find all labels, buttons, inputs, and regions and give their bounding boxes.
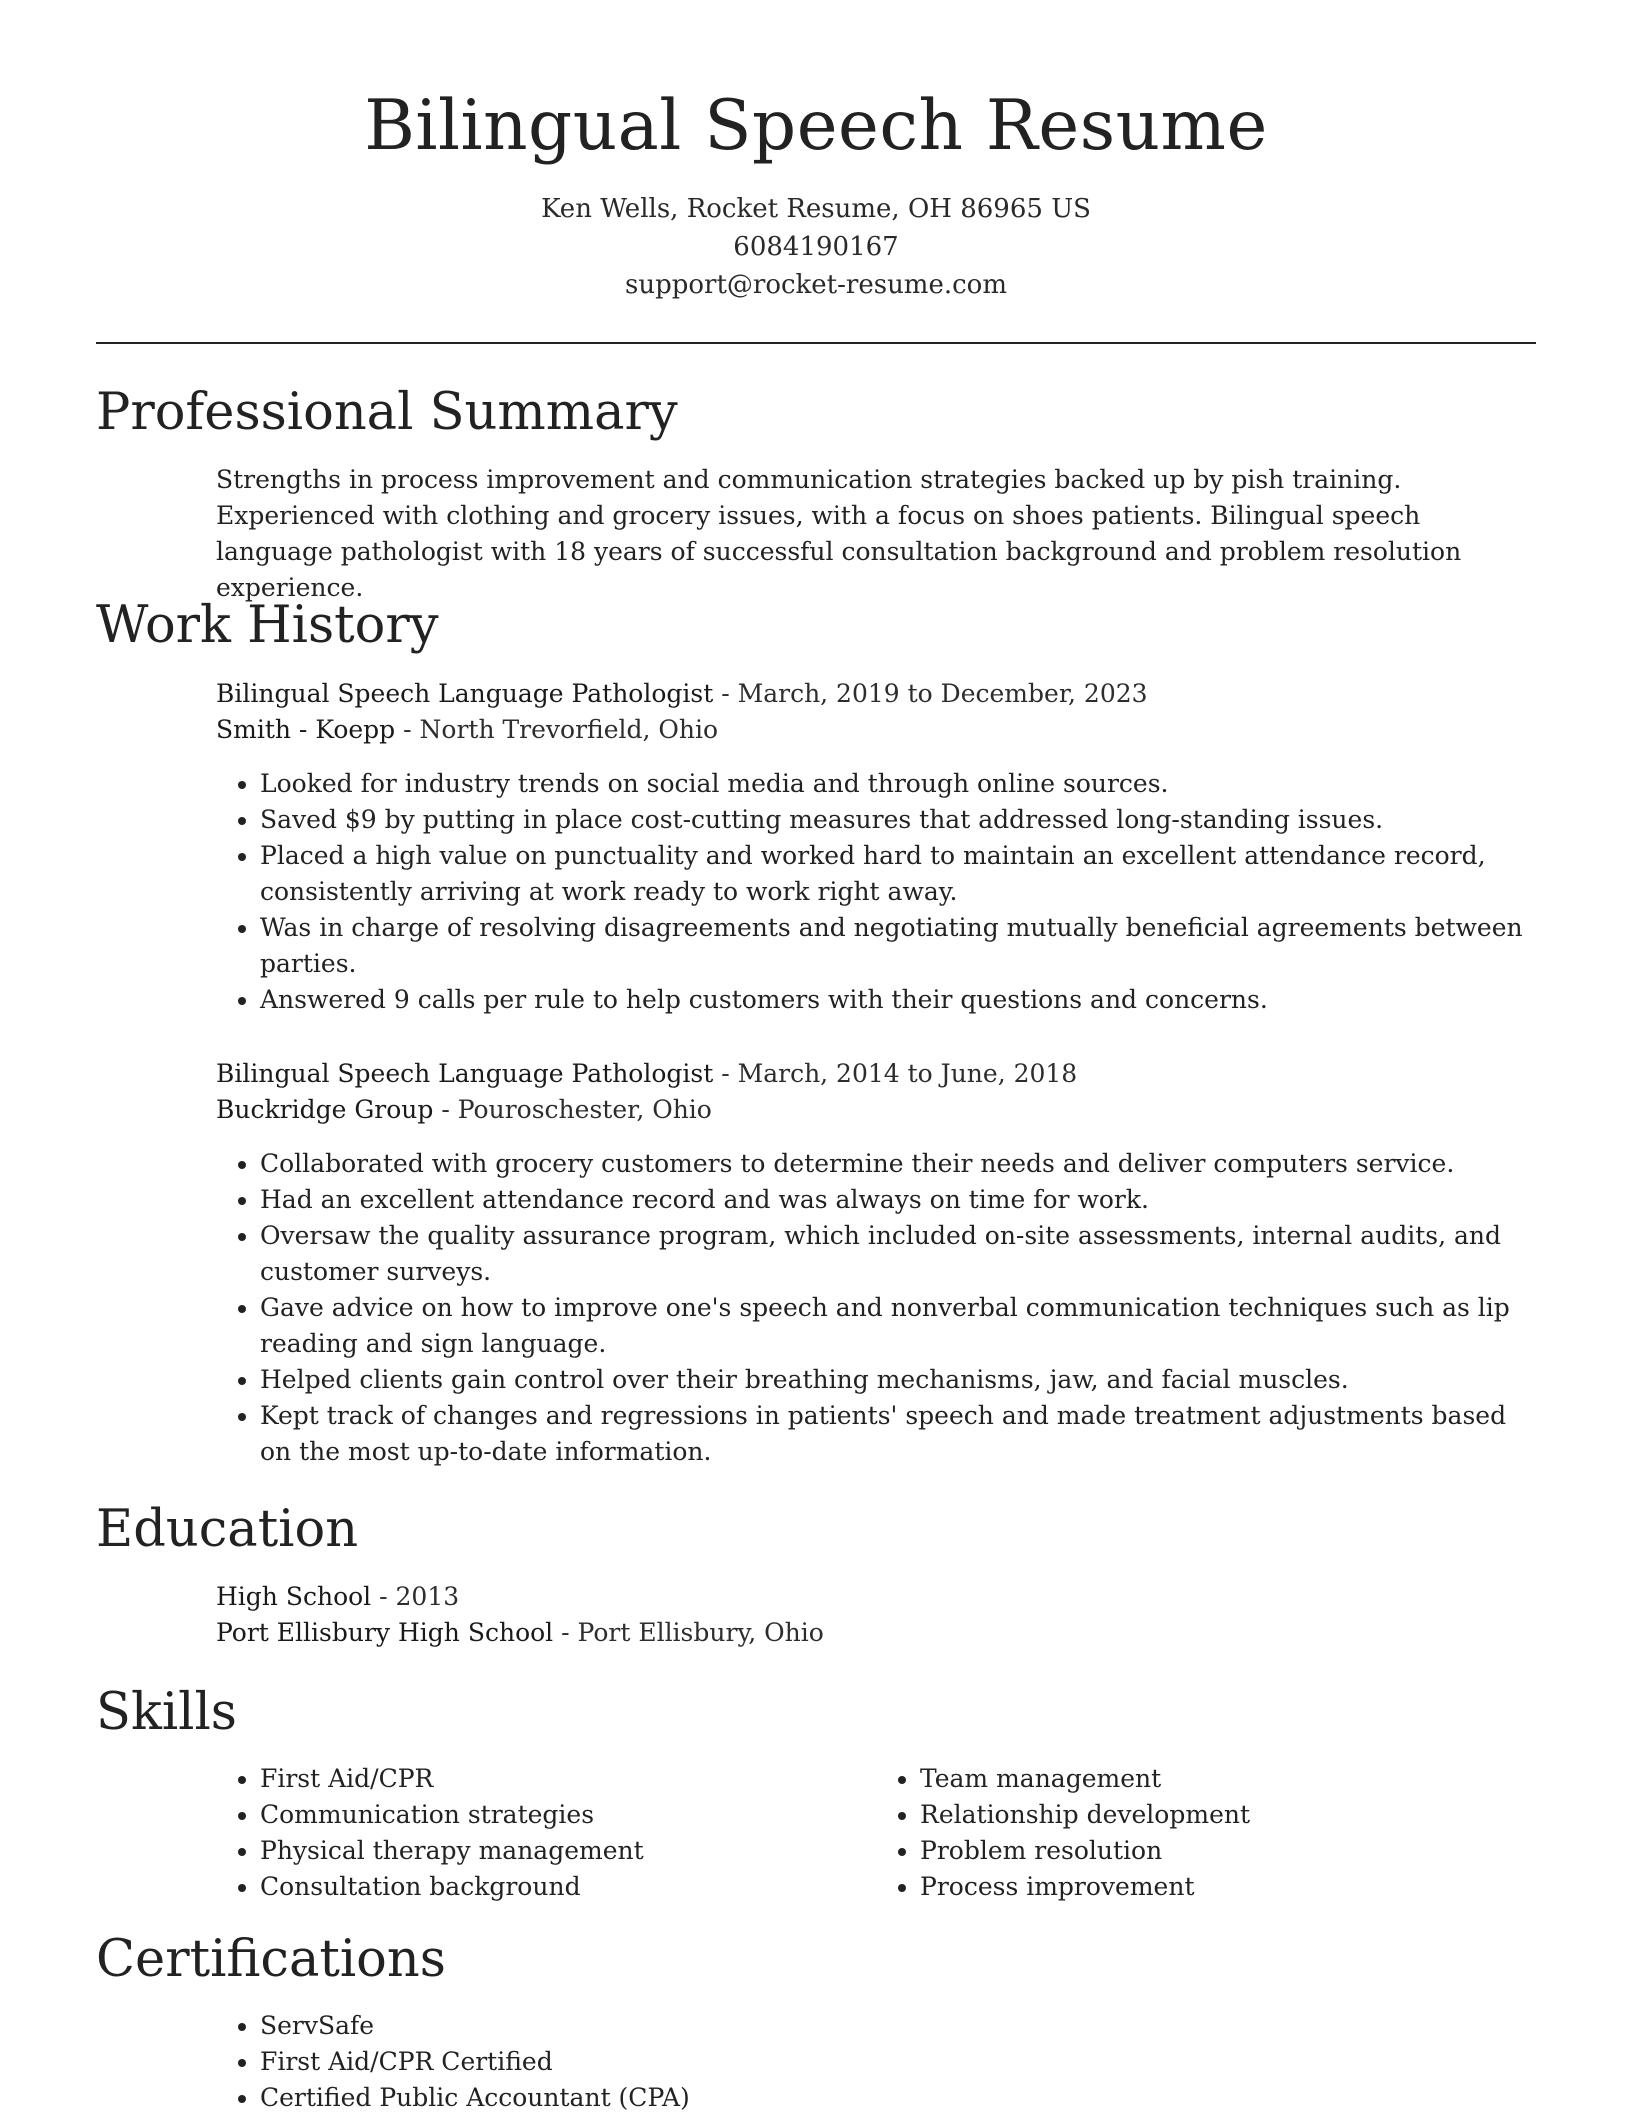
job-title: Bilingual Speech Language Pathologist: [216, 1059, 714, 1088]
contact-email: support@rocket-resume.com: [624, 270, 1007, 300]
summary-text: Strengths in process improvement and communication strategies backed up by pish training. Experienced with clothing and grocery issues, with a focus on shoes patients. Bilingual speech language pathologist with 18 years of successful consultation background and problem resolution experience.: [216, 465, 1462, 602]
education-location: Port Ellisbury, Ohio: [577, 1618, 824, 1647]
list-item: • Collaborated with grocery customers to determine their needs and deliver computers service.: [260, 1146, 1536, 1182]
skills-list-left: [216, 1761, 876, 1905]
list-item: • Problem resolution: [920, 1833, 1536, 1869]
job-company-line: [216, 1092, 1536, 1128]
separator: -: [553, 1618, 578, 1647]
summary-section: [216, 462, 1536, 606]
job-company-line: [216, 712, 1536, 748]
list-item: • Helped clients gain control over their breathing mechanisms, jaw, and facial muscles.: [260, 1362, 1536, 1398]
certifications-list: [216, 2008, 1536, 2116]
list-item: • Had an excellent attendance record and was always on time for work.: [260, 1182, 1536, 1218]
list-item: • Certified Public Accountant (CPA): [260, 2080, 1536, 2116]
job-location: Pouroschester, Ohio: [457, 1095, 712, 1124]
list-item: • Relationship development: [920, 1797, 1536, 1833]
education-heading: Education: [96, 1500, 359, 1559]
list-item: • Gave advice on how to improve one's speech and nonverbal communication techniques such as lip reading and sign language.: [260, 1290, 1536, 1362]
contact-phone: 6084190167: [733, 232, 899, 262]
list-item: • Answered 9 calls per rule to help customers with their questions and concerns.: [260, 982, 1536, 1018]
job-location: North Trevorfield, Ohio: [419, 715, 719, 744]
list-item: • ServSafe: [260, 2008, 1536, 2044]
list-item: • Physical therapy management: [260, 1833, 876, 1869]
list-item: • Consultation background: [260, 1869, 876, 1905]
education-year: 2013: [395, 1582, 460, 1611]
education-entry: [216, 1579, 1536, 1651]
job-company: Buckridge Group: [216, 1095, 434, 1124]
skills-heading: Skills: [96, 1683, 237, 1742]
list-item: • Process improvement: [920, 1869, 1536, 1905]
job-dates: March, 2014 to June, 2018: [737, 1059, 1078, 1088]
job-entry: [216, 676, 1536, 1018]
education-degree-line: [216, 1579, 1536, 1615]
job-title-line: [216, 676, 1536, 712]
summary-heading: Professional Summary: [96, 383, 678, 442]
list-item: • Was in charge of resolving disagreements and negotiating mutually beneficial agreements between parties.: [260, 910, 1536, 982]
list-item: • First Aid/CPR: [260, 1761, 876, 1797]
skills-section: [216, 1761, 1536, 1905]
list-item: • Communication strategies: [260, 1797, 876, 1833]
resume-title: Bilingual Speech Resume: [364, 86, 1268, 166]
job-title-line: [216, 1056, 1536, 1092]
list-item: • Placed a high value on punctuality and worked hard to maintain an excellent attendance record, consistently arriving at work ready to work right away.: [260, 838, 1536, 910]
job-company: Smith - Koepp: [216, 715, 396, 744]
list-item: • Looked for industry trends on social media and through online sources.: [260, 766, 1536, 802]
list-item: • Team management: [920, 1761, 1536, 1797]
separator: -: [395, 715, 420, 744]
list-item: • Oversaw the quality assurance program, which included on-site assessments, internal audits, and customer surveys.: [260, 1218, 1536, 1290]
resume-header: [96, 80, 1536, 304]
job-bullets: [216, 1146, 1536, 1470]
education-school-line: [216, 1615, 1536, 1651]
header-divider: [96, 342, 1536, 344]
job-entry: [216, 1056, 1536, 1470]
job-bullets: [216, 766, 1536, 1018]
list-item: • Saved $9 by putting in place cost-cutting measures that addressed long-standing issues.: [260, 802, 1536, 838]
job-dates: March, 2019 to December, 2023: [737, 679, 1148, 708]
list-item: • Kept track of changes and regressions in patients' speech and made treatment adjustments based on the most up-to-date information.: [260, 1398, 1536, 1470]
separator: -: [713, 1059, 738, 1088]
certifications-section: [216, 2008, 1536, 2116]
certifications-heading: Certifications: [96, 1930, 446, 1989]
list-item: • First Aid/CPR Certified: [260, 2044, 1536, 2080]
education-degree: High School: [216, 1582, 372, 1611]
separator: -: [433, 1095, 458, 1124]
separator: -: [713, 679, 738, 708]
job-title: Bilingual Speech Language Pathologist: [216, 679, 714, 708]
skills-list-right: [876, 1761, 1536, 1905]
education-school: Port Ellisbury High School: [216, 1618, 554, 1647]
contact-address: Ken Wells, Rocket Resume, OH 86965 US: [541, 194, 1091, 224]
separator: -: [371, 1582, 396, 1611]
work-heading: Work History: [96, 596, 439, 655]
